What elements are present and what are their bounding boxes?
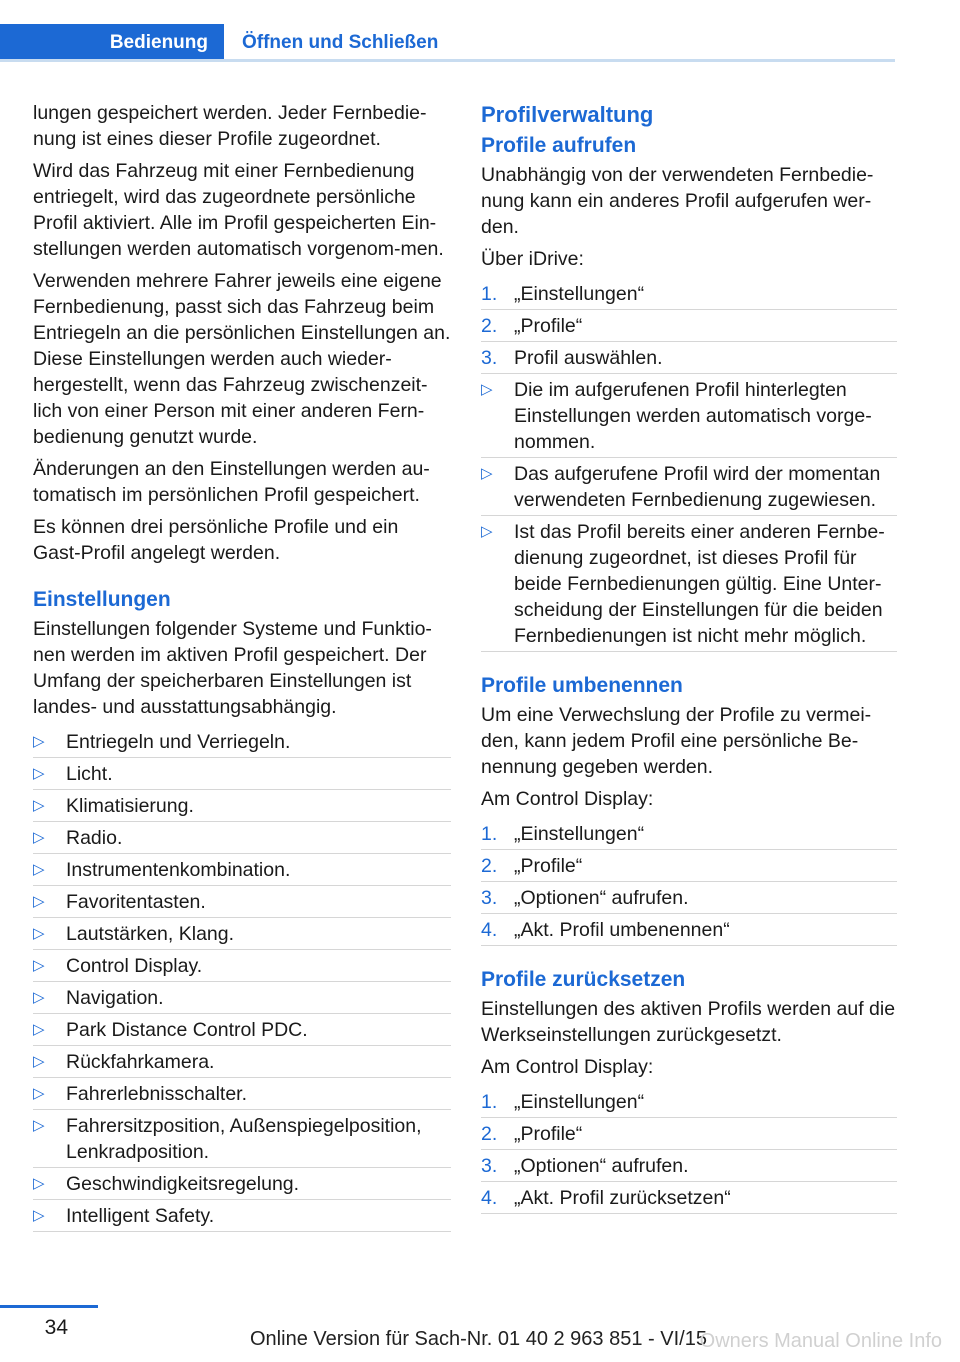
subheading-profile-aufrufen: Profile aufrufen — [481, 134, 637, 157]
subheading-profile-umbenennen: Profile umbenennen — [481, 674, 683, 697]
list-item — [33, 982, 451, 1014]
steps-list — [481, 818, 897, 946]
paragraph: Einstellungen des aktiven Profils werden auf die Werkseinstellungen zurückgesetzt. — [481, 998, 896, 1046]
list-item-text: Radio. — [66, 827, 123, 849]
list-item-text: Entriegeln und Verriegeln. — [66, 731, 291, 753]
list-item — [481, 278, 897, 310]
paragraph: Wird das Fahrzeug mit einer Fernbedienung entriegelt, wird das zugeordnete persönliche Profil aktiviert. Alle im Profil gespeicherten Ein‐stellungen werden automatisch vorgenom‐men. — [33, 160, 444, 260]
list-item — [481, 458, 897, 516]
steps-list — [481, 278, 897, 374]
settings-list — [33, 726, 451, 1232]
triangle-bullet-icon: ▷ — [33, 765, 45, 782]
tab-oeffnen-schliessen[interactable]: Öffnen und Schließen — [242, 32, 439, 53]
list-item-text: Licht. — [66, 763, 113, 785]
list-item — [481, 850, 897, 882]
notes-list — [481, 374, 897, 652]
triangle-bullet-icon: ▷ — [33, 1085, 45, 1102]
list-item — [481, 1086, 897, 1118]
list-item-text: Geschwindigkeitsregelung. — [66, 1173, 300, 1195]
watermark: Owners Manual Online Info — [699, 1330, 942, 1352]
list-item-text: „Profile“ — [514, 855, 583, 877]
list-item-text: Das aufgerufene Profil wird der momentan verwendeten Fernbedienung zugewiesen. — [514, 463, 881, 511]
tab-bedienung[interactable]: Bedienung — [0, 24, 224, 62]
list-item-text: Navigation. — [66, 987, 164, 1009]
triangle-bullet-icon: ▷ — [33, 1021, 45, 1038]
list-item — [33, 1110, 451, 1168]
triangle-bullet-icon: ▷ — [481, 523, 493, 540]
list-item — [481, 818, 897, 850]
paragraph: Änderungen an den Einstellungen werden au‐tomatisch im persönlichen Profil gespeichert. — [33, 458, 430, 506]
page-number: 34 — [44, 1316, 68, 1339]
step-number: 1. — [481, 823, 498, 845]
list-item-text: Intelligent Safety. — [66, 1205, 215, 1227]
list-item-text: Favoritentasten. — [66, 891, 206, 913]
online-version-note: Online Version für Sach-Nr. 01 40 2 963 851 - VI/15 — [250, 1328, 707, 1350]
triangle-bullet-icon: ▷ — [33, 1053, 45, 1070]
list-item-text: Fahrersitzposition, Außenspiegelposition, Lenkradposition. — [66, 1115, 422, 1163]
list-item — [33, 758, 451, 790]
list-item — [33, 1078, 451, 1110]
list-item — [481, 1182, 897, 1214]
paragraph: Um eine Verwechslung der Profile zu vermei‐den, kann jedem Profil eine persönliche Be‐nennung gegeben werden. — [481, 704, 872, 778]
step-number: 2. — [481, 855, 498, 877]
list-item-text: „Optionen“ aufrufen. — [514, 1155, 689, 1177]
paragraph: Am Control Display: — [481, 1056, 654, 1078]
triangle-bullet-icon: ▷ — [33, 797, 45, 814]
list-item — [33, 1046, 451, 1078]
section-heading-profilverwaltung: Profilverwaltung — [481, 102, 654, 127]
paragraph: Es können drei persönliche Profile und ein Gast-Profil angelegt werden. — [33, 516, 399, 564]
list-item — [33, 1014, 451, 1046]
list-item — [481, 516, 897, 652]
list-item-text: Rückfahrkamera. — [66, 1051, 215, 1073]
list-item — [33, 854, 451, 886]
list-item-text: „Optionen“ aufrufen. — [514, 887, 689, 909]
list-item-text: „Einstellungen“ — [514, 823, 645, 845]
list-item-text: „Profile“ — [514, 315, 583, 337]
step-number: 3. — [481, 1155, 498, 1177]
list-item — [481, 310, 897, 342]
list-item-text: Control Display. — [66, 955, 203, 977]
triangle-bullet-icon: ▷ — [33, 1117, 45, 1134]
list-item-text: Profil auswählen. — [514, 347, 663, 369]
left-column — [33, 100, 451, 1244]
list-item — [33, 886, 451, 918]
triangle-bullet-icon: ▷ — [33, 925, 45, 942]
list-item — [481, 882, 897, 914]
list-item — [481, 374, 897, 458]
list-item — [481, 342, 897, 374]
list-item-text: „Profile“ — [514, 1123, 583, 1145]
triangle-bullet-icon: ▷ — [481, 465, 493, 482]
triangle-bullet-icon: ▷ — [33, 861, 45, 878]
list-item-text: Klimatisierung. — [66, 795, 194, 817]
paragraph: Einstellungen folgender Systeme und Funktio‐nen werden im aktiven Profil gespeichert. Der Umfang der speicherbaren Einstellungen ist landes- und ausstattungsabhängig. — [33, 618, 432, 718]
list-item-text: „Akt. Profil zurücksetzen“ — [514, 1187, 731, 1209]
header-tabbar — [0, 24, 895, 62]
footer-accent-bar — [0, 1305, 98, 1308]
list-item-text: „Einstellungen“ — [514, 1091, 645, 1113]
triangle-bullet-icon: ▷ — [33, 893, 45, 910]
paragraph: Über iDrive: — [481, 248, 584, 270]
steps-list — [481, 1086, 897, 1214]
paragraph: Am Control Display: — [481, 788, 654, 810]
list-item-text: Instrumentenkombination. — [66, 859, 291, 881]
paragraph: Unabhängig von der verwendeten Fernbedie‐nung kann ein anderes Profil aufgerufen wer‐den. — [481, 164, 874, 238]
triangle-bullet-icon: ▷ — [33, 989, 45, 1006]
step-number: 3. — [481, 887, 498, 909]
list-item — [481, 1118, 897, 1150]
step-number: 2. — [481, 315, 498, 337]
list-item — [33, 1200, 451, 1232]
list-item — [33, 822, 451, 854]
paragraph: lungen gespeichert werden. Jeder Fernbedie‐nung ist eines dieser Profile zugeordnet. — [33, 102, 427, 150]
list-item-text: Park Distance Control PDC. — [66, 1019, 308, 1041]
triangle-bullet-icon: ▷ — [33, 829, 45, 846]
list-item — [33, 918, 451, 950]
list-item-text: „Akt. Profil umbenennen“ — [514, 919, 730, 941]
triangle-bullet-icon: ▷ — [33, 1207, 45, 1224]
step-number: 1. — [481, 1091, 498, 1113]
triangle-bullet-icon: ▷ — [33, 957, 45, 974]
list-item-text: Lautstärken, Klang. — [66, 923, 235, 945]
step-number: 3. — [481, 347, 498, 369]
list-item-text: Fahrerlebnisschalter. — [66, 1083, 248, 1105]
list-item — [33, 790, 451, 822]
triangle-bullet-icon: ▷ — [481, 381, 493, 398]
list-item-text: „Einstellungen“ — [514, 283, 645, 305]
step-number: 4. — [481, 919, 498, 941]
list-item — [33, 726, 451, 758]
triangle-bullet-icon: ▷ — [33, 733, 45, 750]
right-column — [481, 100, 897, 1226]
list-item-text: Die im aufgerufenen Profil hinterlegten Einstellungen werden automatisch vorge‐nommen. — [514, 379, 872, 453]
triangle-bullet-icon: ▷ — [33, 1175, 45, 1192]
list-item — [481, 1150, 897, 1182]
list-item — [481, 914, 897, 946]
step-number: 1. — [481, 283, 498, 305]
list-item-text: Ist das Profil bereits einer anderen Fernbe‐dienung zugeordnet, ist dieses Profil für beide Fernbedienungen gültig. Eine Unter‐scheidung der Einstellungen für die beiden Fernbedienungen ist nicht mehr möglich. — [514, 521, 885, 647]
section-heading-einstellungen: Einstellungen — [33, 588, 171, 611]
step-number: 4. — [481, 1187, 498, 1209]
header-underline — [0, 59, 895, 62]
list-item — [33, 1168, 451, 1200]
step-number: 2. — [481, 1123, 498, 1145]
subheading-profile-zuruecksetzen: Profile zurücksetzen — [481, 968, 686, 991]
list-item — [33, 950, 451, 982]
paragraph: Verwenden mehrere Fahrer jeweils eine eigene Fernbedienung, passt sich das Fahrzeug beim Entriegeln an die persönlichen Einstellungen an. Diese Einstellungen werden auch wieder‐hergestellt, wenn das Fahrzeug zwischenzeit‐lich von einer Person mit einer anderen Fern‐bedienung genutzt wurde. — [33, 270, 451, 448]
